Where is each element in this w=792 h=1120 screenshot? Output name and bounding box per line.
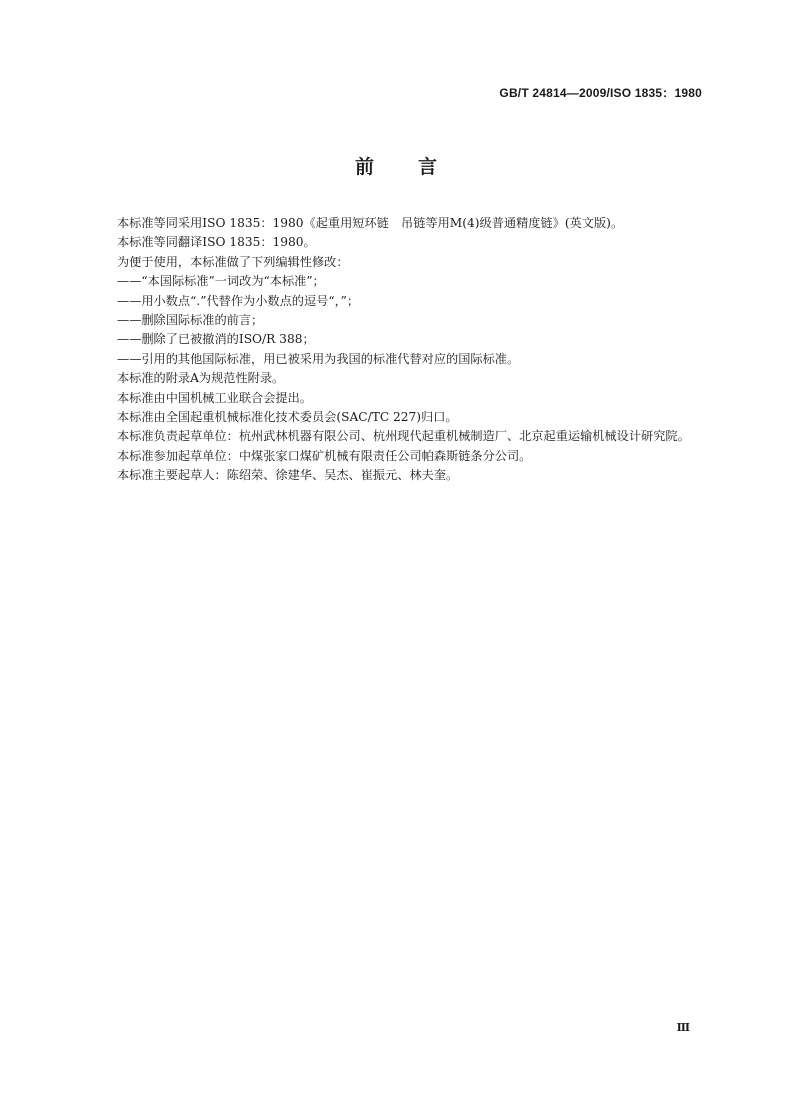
paragraph-participating-units: 本标准参加起草单位：中煤张家口煤矿机械有限责任公司帕森斯链条分公司。 <box>117 448 532 463</box>
list-item-edit: ——删除了已被撤消的ISO/R 388； <box>117 332 315 347</box>
paragraph-edits-intro: 为便于使用，本标准做了下列编辑性修改： <box>117 254 349 269</box>
page-title: 前言 <box>354 156 481 178</box>
paragraph-adoption: 本标准等同采用ISO 1835：1980《起重用短环链 吊链等用M(4)级普通精度链》(英文版)。 <box>117 216 624 230</box>
paragraph-translation: 本标准等同翻译ISO 1835：1980。 <box>117 235 316 250</box>
paragraph-drafting-units: 本标准负责起草单位：杭州武林机器有限公司、杭州现代起重机械制造厂、北京起重运输机械设计研究院。 <box>117 429 690 444</box>
list-item-edit: ——“本国际标准”一词改为“本标准”； <box>117 274 325 289</box>
list-item-edit: ——引用的其他国际标准，用已被采用为我国的标准代替对应的国际标准。 <box>117 351 520 366</box>
paragraph-proposer: 本标准由中国机械工业联合会提出。 <box>117 390 312 405</box>
paragraph-committee: 本标准由全国起重机械标准化技术委员会(SAC/TC 227)归口。 <box>117 410 458 425</box>
list-item-edit: ——删除国际标准的前言； <box>117 313 264 328</box>
standard-code: GB/T 24814—2009/ISO 1835：1980 <box>499 86 702 100</box>
paragraph-drafters: 本标准主要起草人：陈绍荣、徐建华、吴杰、崔振元、林夫奎。 <box>117 468 459 483</box>
preface-body <box>92 214 704 486</box>
paragraph-annex: 本标准的附录A为规范性附录。 <box>117 371 285 386</box>
page-number: Ⅲ <box>676 1021 690 1034</box>
list-item-edit: ——用小数点“.”代替作为小数点的逗号“，”； <box>117 293 360 308</box>
